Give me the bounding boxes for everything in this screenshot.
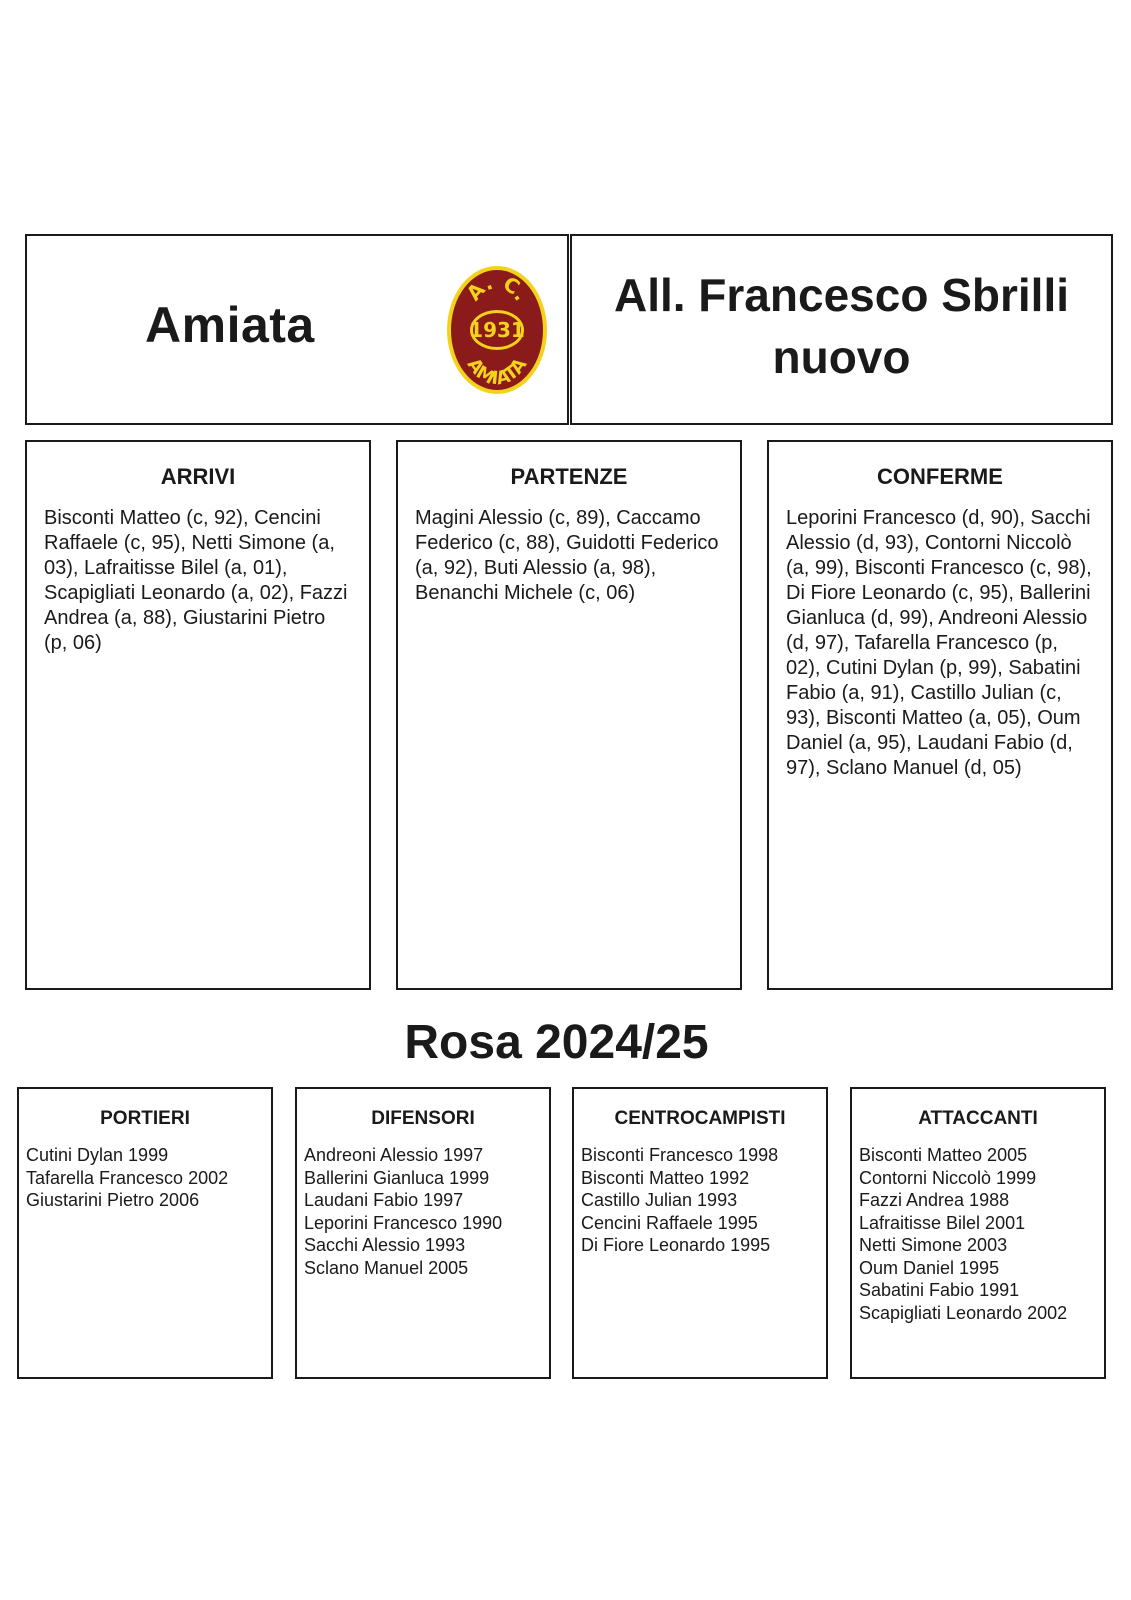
coach-name: All. Francesco Sbrilli <box>613 269 1070 321</box>
player-item: Giustarini Pietro 2006 <box>26 1190 200 1210</box>
centrocampisti-title: CENTROCAMPISTI <box>614 1108 786 1129</box>
attaccanti-title: ATTACCANTI <box>918 1108 1038 1129</box>
player-item: Scapigliati Leonardo 2002 <box>859 1302 1068 1323</box>
club-logo <box>446 264 548 396</box>
player-item: Leporini Francesco 1990 <box>304 1212 503 1233</box>
player-item: Sclano Manuel 2005 <box>304 1257 469 1278</box>
player-item: Tafarella Francesco 2002 <box>26 1167 229 1188</box>
difensori-list <box>304 1144 549 1279</box>
coach-status: nuovo <box>772 331 911 383</box>
player-item: Fazzi Andrea 1988 <box>859 1190 1010 1210</box>
conferme-title: CONFERME <box>877 464 1003 489</box>
difensori-box <box>295 1087 551 1379</box>
portieri-list <box>26 1144 271 1212</box>
player-item: Sabatini Fabio 1991 <box>859 1280 1020 1300</box>
partenze-box <box>396 440 742 990</box>
partenze-list: Magini Alessio (c, 89), Caccamo Federico (c, 88), Guidotti Federico (a, 92), Buti Alessio (a, 98), Benanchi Michele (c, 06) <box>415 507 719 604</box>
centrocampisti-list <box>581 1144 826 1257</box>
centrocampisti-box <box>572 1087 828 1379</box>
player-item: Sacchi Alessio 1993 <box>304 1235 466 1255</box>
difensori-title: DIFENSORI <box>371 1108 475 1129</box>
conferme-box <box>767 440 1113 990</box>
player-item: Bisconti Francesco 1998 <box>581 1145 779 1165</box>
rosa-title: Rosa 2024/25 <box>404 1016 709 1069</box>
arrivi-box <box>25 440 371 990</box>
player-item: Oum Daniel 1995 <box>859 1257 1000 1278</box>
coach-info <box>572 264 1111 388</box>
arrivi-list: Bisconti Matteo (c, 92), Cencini Raffaele (c, 95), Netti Simone (a, 03), Lafraitisse Bilel (a, 01), Scapigliati Leonardo (a, 02), Fazzi Andrea (a, 88), Giustarini Pietro (p, 06) <box>44 507 348 654</box>
player-item: Contorni Niccolò 1999 <box>859 1167 1037 1188</box>
team-name: Amiata <box>145 297 315 353</box>
player-item: Laudani Fabio 1997 <box>304 1190 464 1210</box>
logo-year: 1931 <box>469 318 525 342</box>
partenze-title: PARTENZE <box>510 464 628 489</box>
conferme-list: Leporini Francesco (d, 90), Sacchi Alessio (d, 93), Contorni Niccolò (a, 99), Bisconti Francesco (c, 98), Di Fiore Leonardo (c, 95), Ballerini Gianluca (d, 99), Andreoni Alessio (d, 97), Tafarella Francesco (p, 02), Cutini Dylan (p, 99), Sabatini Fabio (a, 91), Castillo Julian (c, 93), Bisconti Matteo (a, 05), Oum Daniel (a, 95), Laudani Fabio (d, 97), Sclano Manuel (d, 05) <box>786 507 1092 779</box>
coach-header-box <box>570 234 1113 425</box>
logo-top-text: A. C. <box>461 268 534 306</box>
player-item: Cencini Raffaele 1995 <box>581 1212 758 1233</box>
attaccanti-box <box>850 1087 1106 1379</box>
player-item: Netti Simone 2003 <box>859 1235 1008 1255</box>
player-item: Bisconti Matteo 2005 <box>859 1145 1028 1165</box>
player-item: Di Fiore Leonardo 1995 <box>581 1235 771 1255</box>
player-item: Cutini Dylan 1999 <box>26 1145 169 1165</box>
player-item: Andreoni Alessio 1997 <box>304 1145 484 1165</box>
player-item: Bisconti Matteo 1992 <box>581 1167 750 1188</box>
player-item: Lafraitisse Bilel 2001 <box>859 1212 1026 1233</box>
logo-bottom-text: AMIATA <box>462 354 532 390</box>
team-header-box <box>25 234 569 425</box>
portieri-box <box>17 1087 273 1379</box>
player-item: Castillo Julian 1993 <box>581 1190 738 1210</box>
portieri-title: PORTIERI <box>100 1108 190 1129</box>
arrivi-title: ARRIVI <box>160 464 236 489</box>
attaccanti-list <box>859 1144 1104 1324</box>
player-item: Ballerini Gianluca 1999 <box>304 1167 490 1188</box>
